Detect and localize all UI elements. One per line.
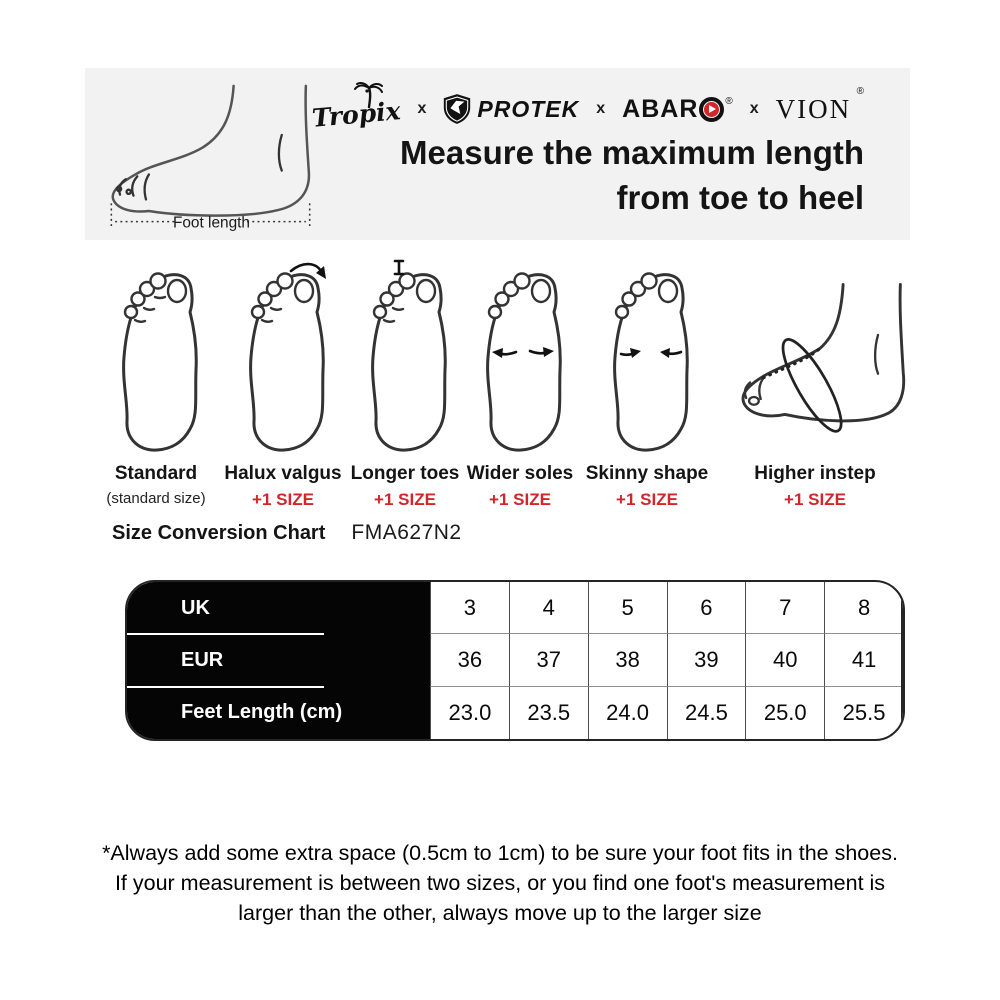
foot-type-wider-soles: Wider soles +1 SIZE (461, 258, 579, 510)
brand-protek (443, 93, 579, 125)
feet-cm-cell: 23.0 (430, 687, 509, 739)
measure-banner (85, 68, 910, 240)
feet-cm-cell: 25.5 (824, 687, 903, 739)
eur-cell: 38 (588, 634, 667, 686)
row-label-uk: UK (127, 582, 430, 634)
row-label-feet-length: Feet Length (cm) (181, 701, 343, 724)
registered-mark: ® (856, 85, 864, 97)
table-right-border (901, 582, 903, 739)
uk-cell: 8 (824, 582, 903, 634)
brand-vion (775, 85, 864, 125)
eur-cell: 41 (824, 634, 903, 686)
feet-cm-cell: 24.5 (667, 687, 746, 739)
uk-cell: 7 (745, 582, 824, 634)
foot-type-higher-instep: Higher instep +1 SIZE (715, 258, 915, 510)
brand-tropix-label: Tropix (310, 95, 402, 133)
footnote-line1: *Always add some extra space (0.5cm to 1cm) to be sure your foot fits in the shoes. (102, 841, 898, 865)
foot-length-label: Foot length (172, 214, 250, 232)
uk-cell: 3 (430, 582, 509, 634)
uk-cell: 5 (588, 582, 667, 634)
footnote-line3: larger than the other, always move up to the larger size (238, 901, 762, 925)
footnote-line2: If your measurement is between two sizes, or you find one foot's measurement is (114, 871, 886, 895)
size-chart-title: Size Conversion Chart (112, 522, 326, 544)
long-toe-mark (395, 261, 403, 274)
foot-type-longer-toes: Longer toes +1 SIZE (349, 258, 461, 510)
shield-icon (443, 93, 471, 125)
eur-cell: 36 (430, 634, 509, 686)
banner-headline (294, 130, 864, 220)
foot-longer-toes-icon (349, 258, 461, 454)
foot-type-halux-valgus: Halux valgus +1 SIZE (217, 258, 349, 510)
feet-cm-cell: 24.0 (588, 687, 667, 739)
footnote (0, 838, 1000, 928)
headline-line2: from toe to heel (616, 179, 864, 216)
headline-line1: Measure the maximum length (400, 134, 864, 171)
model-code: FMA627N2 (351, 521, 462, 544)
table-row-labels (127, 582, 430, 739)
brand-separator: x (749, 100, 759, 117)
play-circle-o-icon (699, 97, 724, 122)
uk-cell: 4 (509, 582, 588, 634)
brand-protek-label: PROTEK (477, 95, 580, 122)
size-chart-header (112, 521, 462, 545)
table-values-grid (430, 582, 903, 739)
brand-bar (312, 86, 864, 132)
row-label-eur: EUR (127, 634, 430, 686)
feet-cm-cell: 25.0 (745, 687, 824, 739)
brand-separator: x (596, 100, 606, 117)
foot-type-standard: Standard (standard size) (95, 258, 217, 510)
foot-higher-instep-icon (719, 276, 911, 454)
foot-type-skinny-shape: Skinny shape +1 SIZE (579, 258, 715, 510)
eur-cell: 39 (667, 634, 746, 686)
brand-separator: x (417, 100, 427, 117)
brand-abaro (622, 95, 733, 124)
foot-halux-valgus-icon (225, 258, 341, 454)
foot-skinny-shape-icon (591, 264, 703, 454)
size-conversion-table (125, 580, 905, 741)
registered-mark: ® (725, 95, 733, 107)
eur-cell: 40 (745, 634, 824, 686)
brand-vion-label: VION (775, 93, 852, 124)
brand-tropix (310, 90, 402, 133)
feet-cm-cell: 23.5 (509, 687, 588, 739)
foot-types-row (95, 258, 915, 510)
brand-abaro-label: ABAR (622, 94, 699, 123)
uk-cell: 6 (667, 582, 746, 634)
foot-standard-icon (100, 264, 212, 454)
foot-wider-soles-icon (464, 264, 576, 454)
eur-cell: 37 (509, 634, 588, 686)
